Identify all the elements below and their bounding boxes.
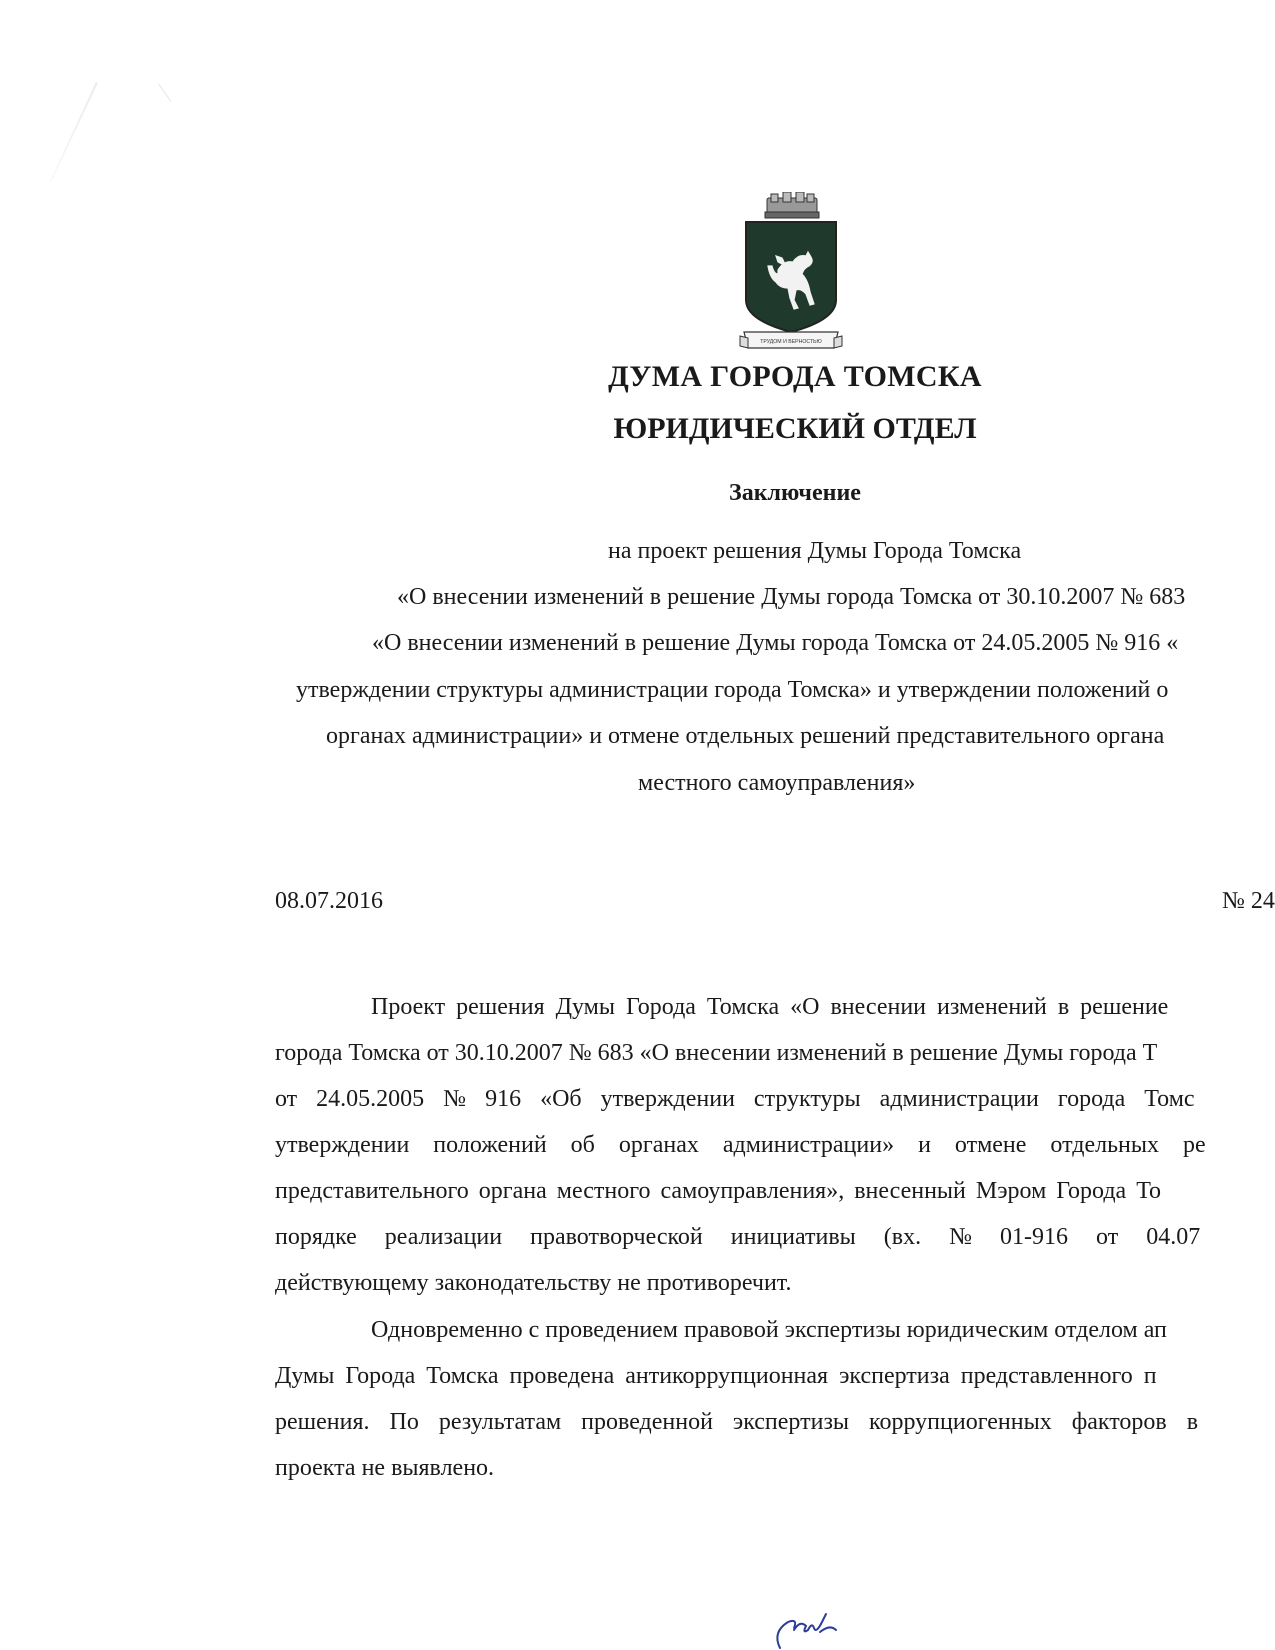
body-line: города Томска от 30.10.2007 № 683 «О внесении изменений в решение Думы города Т <box>275 1040 1158 1066</box>
body-line: представительного органа местного самоуправления», внесенный Мэром Города То <box>275 1178 1162 1204</box>
body-line: от 24.05.2005 № 916 «Об утверждении структуры администрации города Томс <box>275 1086 1195 1112</box>
subject-line: местного самоуправления» <box>638 770 916 796</box>
document-number: № 24 <box>1222 888 1275 914</box>
body-line: действующему законодательству не противоречит. <box>275 1270 792 1296</box>
subject-line: «О внесении изменений в решение Думы города Томска от 30.10.2007 № 683 <box>397 584 1186 610</box>
body-line: проекта не выявлено. <box>275 1455 495 1481</box>
document-date: 08.07.2016 <box>275 888 383 914</box>
subject-line: на проект решения Думы Города Томска <box>608 538 1022 564</box>
ribbon-icon <box>740 332 842 348</box>
subject-line: органах администрации» и отмене отдельных решений представительного органа <box>326 723 1165 749</box>
body-line: Проект решения Думы Города Томска «О внесении изменений в решение <box>371 994 1169 1020</box>
department-title: ЮРИДИЧЕСКИЙ ОТДЕЛ <box>613 412 977 445</box>
body-line: порядке реализации правотворческой инициативы (вх. № 01-916 от 04.07 <box>275 1224 1201 1250</box>
scan-artifact <box>50 82 98 183</box>
body-line: Одновременно с проведением правовой экспертизы юридическим отделом ап <box>371 1317 1167 1343</box>
body-line: утверждении положений об органах администрации» и отмене отдельных ре <box>275 1132 1206 1158</box>
org-title: ДУМА ГОРОДА ТОМСКА <box>608 360 982 393</box>
document-type: Заключение <box>729 480 861 506</box>
signature-icon <box>750 1612 870 1650</box>
scan-artifact <box>158 83 171 102</box>
body-line: Думы Города Томска проведена антикоррупционная экспертиза представленного п <box>275 1363 1157 1389</box>
emblem-ribbon-text: ТРУДОМ И ВЕРНОСТЬЮ <box>760 339 822 345</box>
subject-line: «О внесении изменений в решение Думы города Томска от 24.05.2005 № 916 « <box>372 630 1179 656</box>
subject-line: утверждении структуры администрации города Томска» и утверждении положений о <box>296 677 1169 703</box>
crown-icon <box>765 192 819 218</box>
body-line: решения. По результатам проведенной экспертизы коррупциогенных факторов в <box>275 1409 1199 1435</box>
tomsk-coat-of-arms-icon <box>738 192 844 358</box>
